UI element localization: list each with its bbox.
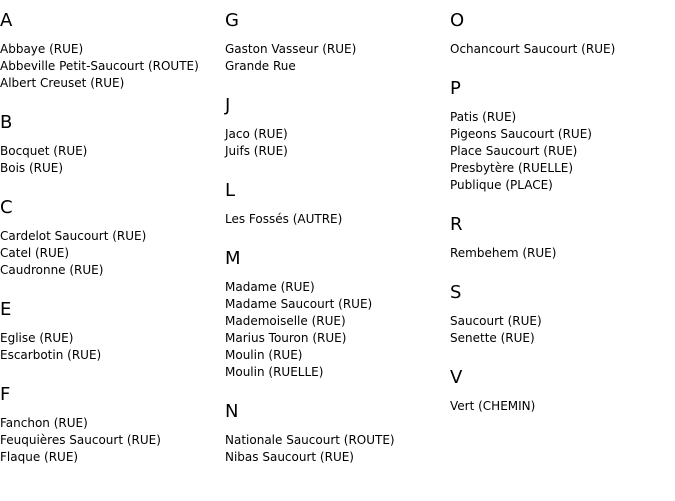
street-link[interactable]: Fanchon (RUE) (0, 416, 88, 430)
letter-heading: N (225, 401, 239, 422)
street-link[interactable]: Rembehem (RUE) (450, 246, 557, 260)
street-list (0, 330, 220, 364)
index-column-3 (450, 0, 670, 425)
street-link[interactable]: Presbytère (RUELLE) (450, 161, 574, 175)
street-link[interactable]: Senette (RUE) (450, 331, 535, 345)
letter-group (225, 0, 445, 85)
letter-group (0, 374, 220, 476)
street-link[interactable]: Cardelot Saucourt (RUE) (0, 229, 147, 243)
group-spacer (450, 194, 670, 204)
street-list (225, 211, 445, 228)
letter-heading: B (0, 112, 13, 133)
street-link[interactable]: Escarbotin (RUE) (0, 348, 102, 362)
street-link[interactable]: Marius Touron (RUE) (225, 331, 347, 345)
group-spacer (450, 415, 670, 425)
letter-heading: L (225, 180, 236, 201)
letter-group (0, 102, 220, 187)
street-link[interactable]: Flaque (RUE) (0, 450, 79, 464)
group-spacer (0, 466, 220, 476)
letter-heading: O (450, 10, 465, 31)
street-link[interactable]: Pigeons Saucourt (RUE) (450, 127, 592, 141)
street-list (450, 313, 670, 347)
group-spacer (225, 466, 445, 476)
group-spacer (225, 160, 445, 170)
letter-group (225, 170, 445, 238)
street-link[interactable]: Caudronne (RUE) (0, 263, 104, 277)
letter-heading: F (0, 384, 11, 405)
group-spacer (225, 75, 445, 85)
group-spacer (0, 279, 220, 289)
street-link[interactable]: Moulin (RUE) (225, 348, 303, 362)
letter-group (450, 272, 670, 357)
street-list (450, 398, 670, 415)
letter-heading: P (450, 78, 461, 99)
street-link[interactable]: Feuquières Saucourt (RUE) (0, 433, 161, 447)
street-list (450, 41, 670, 58)
letter-heading: M (225, 248, 241, 269)
letter-group (225, 391, 445, 476)
street-link[interactable]: Place Saucourt (RUE) (450, 144, 578, 158)
letter-heading: R (450, 214, 463, 235)
street-link[interactable]: Vert (CHEMIN) (450, 399, 536, 413)
group-spacer (225, 228, 445, 238)
street-list (0, 41, 220, 92)
street-link[interactable]: Bocquet (RUE) (0, 144, 88, 158)
group-spacer (225, 381, 445, 391)
street-list (0, 143, 220, 177)
street-link[interactable]: Saucourt (RUE) (450, 314, 542, 328)
index-column-1 (0, 0, 220, 476)
street-link[interactable]: Mademoiselle (RUE) (225, 314, 346, 328)
street-link[interactable]: Abbeville Petit-Saucourt (ROUTE) (0, 59, 199, 73)
group-spacer (0, 177, 220, 187)
street-link[interactable]: Moulin (RUELLE) (225, 365, 324, 379)
street-link[interactable]: Ochancourt Saucourt (RUE) (450, 42, 616, 56)
letter-heading: S (450, 282, 462, 303)
letter-heading: G (225, 10, 239, 31)
street-link[interactable]: Albert Creuset (RUE) (0, 76, 125, 90)
letter-heading: J (225, 95, 231, 116)
street-link[interactable]: Madame (RUE) (225, 280, 315, 294)
group-spacer (0, 92, 220, 102)
street-list (450, 245, 670, 262)
index-column-2 (225, 0, 445, 476)
street-list (225, 279, 445, 381)
street-link[interactable]: Publique (PLACE) (450, 178, 553, 192)
letter-group (450, 357, 670, 425)
letter-group (0, 289, 220, 374)
street-link[interactable]: Abbaye (RUE) (0, 42, 84, 56)
letter-heading: E (0, 299, 12, 320)
street-list (225, 41, 445, 75)
letter-group (225, 85, 445, 170)
street-list (0, 228, 220, 279)
letter-group (450, 204, 670, 272)
street-link[interactable]: Patis (RUE) (450, 110, 517, 124)
letter-group (0, 187, 220, 289)
letter-group (450, 0, 670, 68)
letter-group (450, 68, 670, 204)
street-link[interactable]: Les Fossés (AUTRE) (225, 212, 343, 226)
street-link[interactable]: Catel (RUE) (0, 246, 70, 260)
letter-group (0, 0, 220, 102)
letter-group (225, 238, 445, 391)
street-link[interactable]: Juifs (RUE) (225, 144, 288, 158)
group-spacer (450, 262, 670, 272)
street-link[interactable]: Nationale Saucourt (ROUTE) (225, 433, 395, 447)
street-link[interactable]: Eglise (RUE) (0, 331, 74, 345)
street-list (225, 432, 445, 466)
letter-heading: C (0, 197, 13, 218)
street-list (450, 109, 670, 194)
street-link[interactable]: Nibas Saucourt (RUE) (225, 450, 354, 464)
street-list (225, 126, 445, 160)
street-link[interactable]: Madame Saucourt (RUE) (225, 297, 373, 311)
group-spacer (450, 58, 670, 68)
street-link[interactable]: Bois (RUE) (0, 161, 64, 175)
letter-heading: A (0, 10, 13, 31)
group-spacer (0, 364, 220, 374)
group-spacer (450, 347, 670, 357)
street-link[interactable]: Grande Rue (225, 59, 296, 73)
street-list (0, 415, 220, 466)
street-link[interactable]: Jaco (RUE) (225, 127, 288, 141)
street-link[interactable]: Gaston Vasseur (RUE) (225, 42, 357, 56)
letter-heading: V (450, 367, 463, 388)
